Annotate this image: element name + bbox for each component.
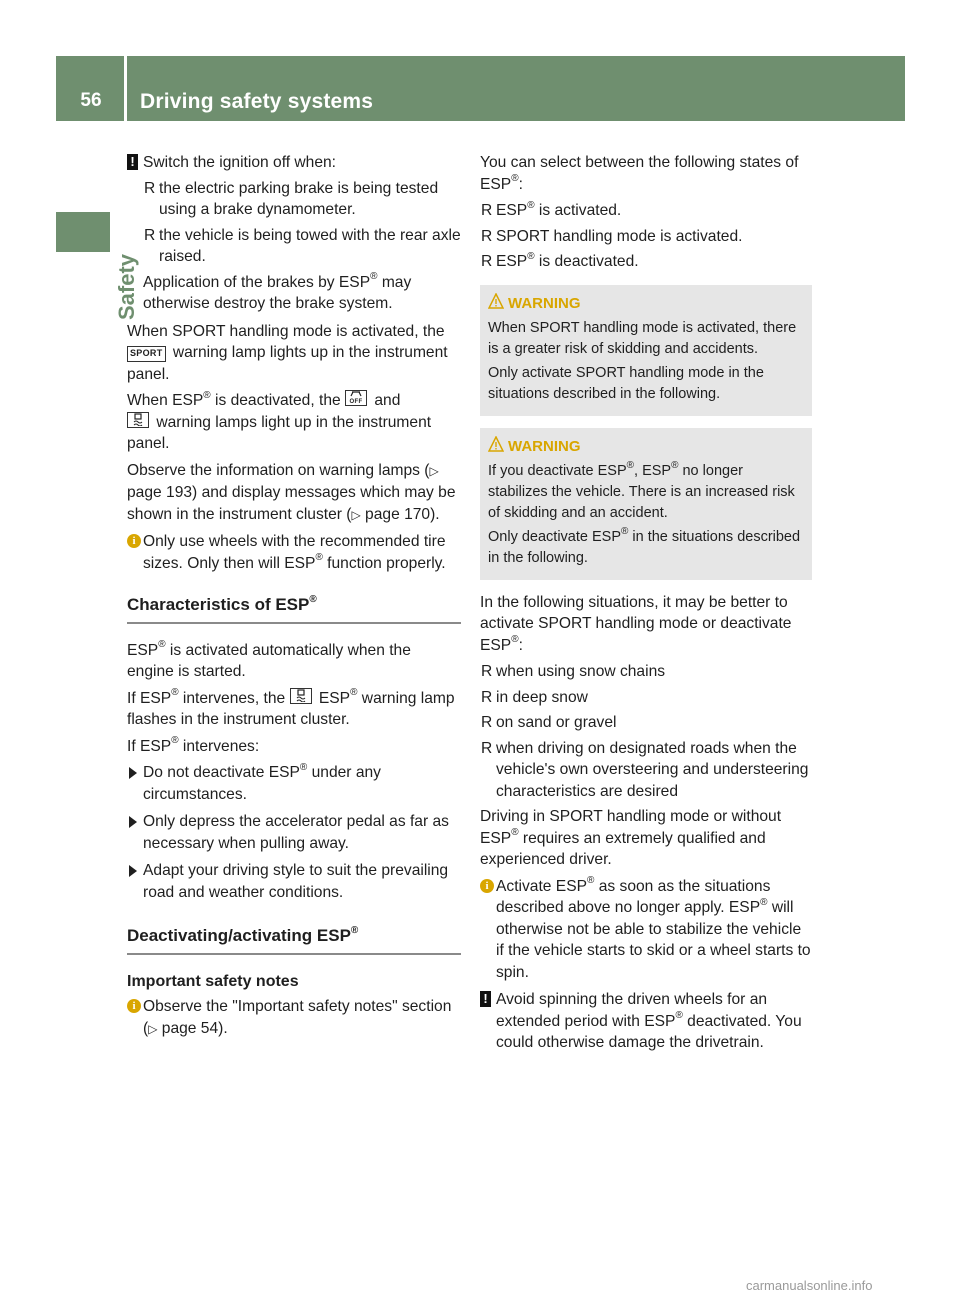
bullet-icon: R [481, 253, 493, 270]
list-item: R ESP® is deactivated. [480, 251, 812, 273]
page-number: 56 [80, 90, 102, 111]
bullet-icon: R [481, 714, 493, 731]
bullet-icon: R [481, 739, 493, 757]
list-item: R in deep snow [480, 687, 812, 709]
watermark: carmanualsonline.info [746, 1278, 873, 1293]
info-safety-notes: i Observe the "Important safety notes" section (▷ page 54). [127, 996, 461, 1040]
bullet-icon: R [481, 202, 493, 219]
section-heading-characteristics: Characteristics of ESP® [127, 594, 461, 624]
chapter-title: Driving safety systems [140, 90, 374, 113]
svg-text:OFF: OFF [349, 399, 363, 404]
sport-lamp-icon: SPORT [127, 346, 166, 362]
list-item: R when driving on designated roads when the vehicle's own oversteering and understeering characteristics are desired [481, 739, 809, 800]
notice-body: Application of the brakes by ESP® may otherwise destroy the brake system. [143, 271, 412, 312]
section-heading-deactivating: Deactivating/activating ESP® [127, 925, 461, 955]
list-item: R the electric parking brake is being tested using a brake dynamometer. [144, 179, 439, 218]
char-paragraph-2: If ESP® intervenes, the ESP® warning lamp flashes in the instrument cluster. [127, 687, 455, 728]
warning-text: Only activate SPORT handling mode in the situations described in the following. [488, 364, 764, 402]
bullet-icon: R [481, 663, 493, 680]
bullet-icon: R [144, 226, 156, 244]
warning-text: When SPORT handling mode is activated, there is a greater risk of skidding and accidents. [488, 319, 797, 357]
bullet-icon: R [481, 227, 493, 245]
warning-triangle-icon [488, 293, 504, 309]
esp-off-lamp-icon [345, 390, 367, 406]
char-paragraph-1: ESP® is activated automatically when the engine is started. [127, 639, 411, 680]
left-column [127, 152, 461, 1046]
warning-text: Only deactivate ESP® in the situations described in the following. [488, 525, 801, 566]
section-tab [56, 252, 139, 332]
step-item: Only depress the accelerator pedal as far as necessary when pulling away. [127, 811, 461, 854]
esp-lamp-icon [290, 688, 312, 704]
warning-box-deactivate [480, 428, 812, 580]
char-paragraph-3: If ESP® intervenes: [127, 735, 260, 755]
notice-spinning: ! Avoid spinning the driven wheels for an extended period with ESP® deactivated. You could otherwise damage the drivetrain. [480, 989, 812, 1054]
xref-arrow-icon: ▷ [429, 463, 439, 478]
info-activate: i Activate ESP® as soon as the situations described above no longer apply. ESP® will otherwise not be able to stabilize the vehicle if the vehicle starts to skid or a wheel starts to spin. [480, 876, 812, 984]
esp-lamp-icon [127, 412, 149, 428]
step-arrow-icon [129, 767, 137, 779]
exclamation-icon: ! [480, 991, 491, 1007]
step-item: Do not deactivate ESP® under any circumstances. [127, 762, 461, 805]
step-item: Adapt your driving style to suit the prevailing road and weather conditions. [127, 860, 461, 903]
bullet-icon: R [481, 688, 493, 706]
esp-off-paragraph: When ESP® is deactivated, the OFF and warning lamps light up in the instrument panel. [127, 389, 432, 452]
warning-title: WARNING [508, 436, 804, 457]
list-item: R on sand or gravel [480, 712, 812, 734]
step-arrow-icon [129, 816, 137, 828]
notice-intro: Switch the ignition off when: [143, 154, 337, 171]
warning-triangle-icon [488, 436, 504, 452]
driving-paragraph: Driving in SPORT handling mode or without ESP® requires an extremely qualified and experienced driver. [480, 808, 782, 868]
section-tab-marker [56, 212, 110, 252]
observe-paragraph: Observe the information on warning lamps (▷ page 193) and display messages which may be shown in the instrument cluster (▷ page 170). [127, 461, 456, 523]
bullet-icon: R [144, 179, 156, 197]
exclamation-icon: ! [127, 154, 138, 170]
list-item: R when using snow chains [480, 661, 812, 683]
list-item: R SPORT handling mode is activated. [480, 226, 812, 248]
info-icon: i [480, 879, 494, 893]
notice-ignition [127, 152, 461, 315]
list-item: R the vehicle is being towed with the rear axle raised. [144, 226, 461, 265]
registered-mark: ® [370, 271, 378, 283]
situations-intro: In the following situations, it may be better to activate SPORT handling mode or deactivate ESP®: [480, 593, 792, 654]
header-divider [124, 56, 127, 121]
warning-title: WARNING [508, 293, 804, 314]
info-icon: i [127, 999, 141, 1013]
xref-arrow-icon: ▷ [351, 507, 361, 522]
list-item: R ESP® is activated. [480, 200, 812, 222]
section-tab-label: Safety [114, 253, 139, 320]
info-wheels: i Only use wheels with the recommended tire sizes. Only then will ESP® function properly. [127, 531, 461, 574]
right-column [480, 152, 812, 1060]
sport-lamp-paragraph: When SPORT handling mode is activated, the SPORT warning lamp lights up in the instrument panel. [127, 322, 448, 383]
warning-box-sport [480, 285, 812, 416]
sub-heading-safety-notes: Important safety notes [127, 972, 299, 990]
warning-text: If you deactivate ESP®, ESP® no longer stabilizes the vehicle. There is an increased risk of skidding and an accident. [488, 459, 795, 521]
info-icon: i [127, 534, 141, 548]
step-arrow-icon [129, 865, 137, 877]
xref-arrow-icon: ▷ [148, 1021, 158, 1036]
states-intro: You can select between the following states of ESP®: [480, 154, 799, 193]
